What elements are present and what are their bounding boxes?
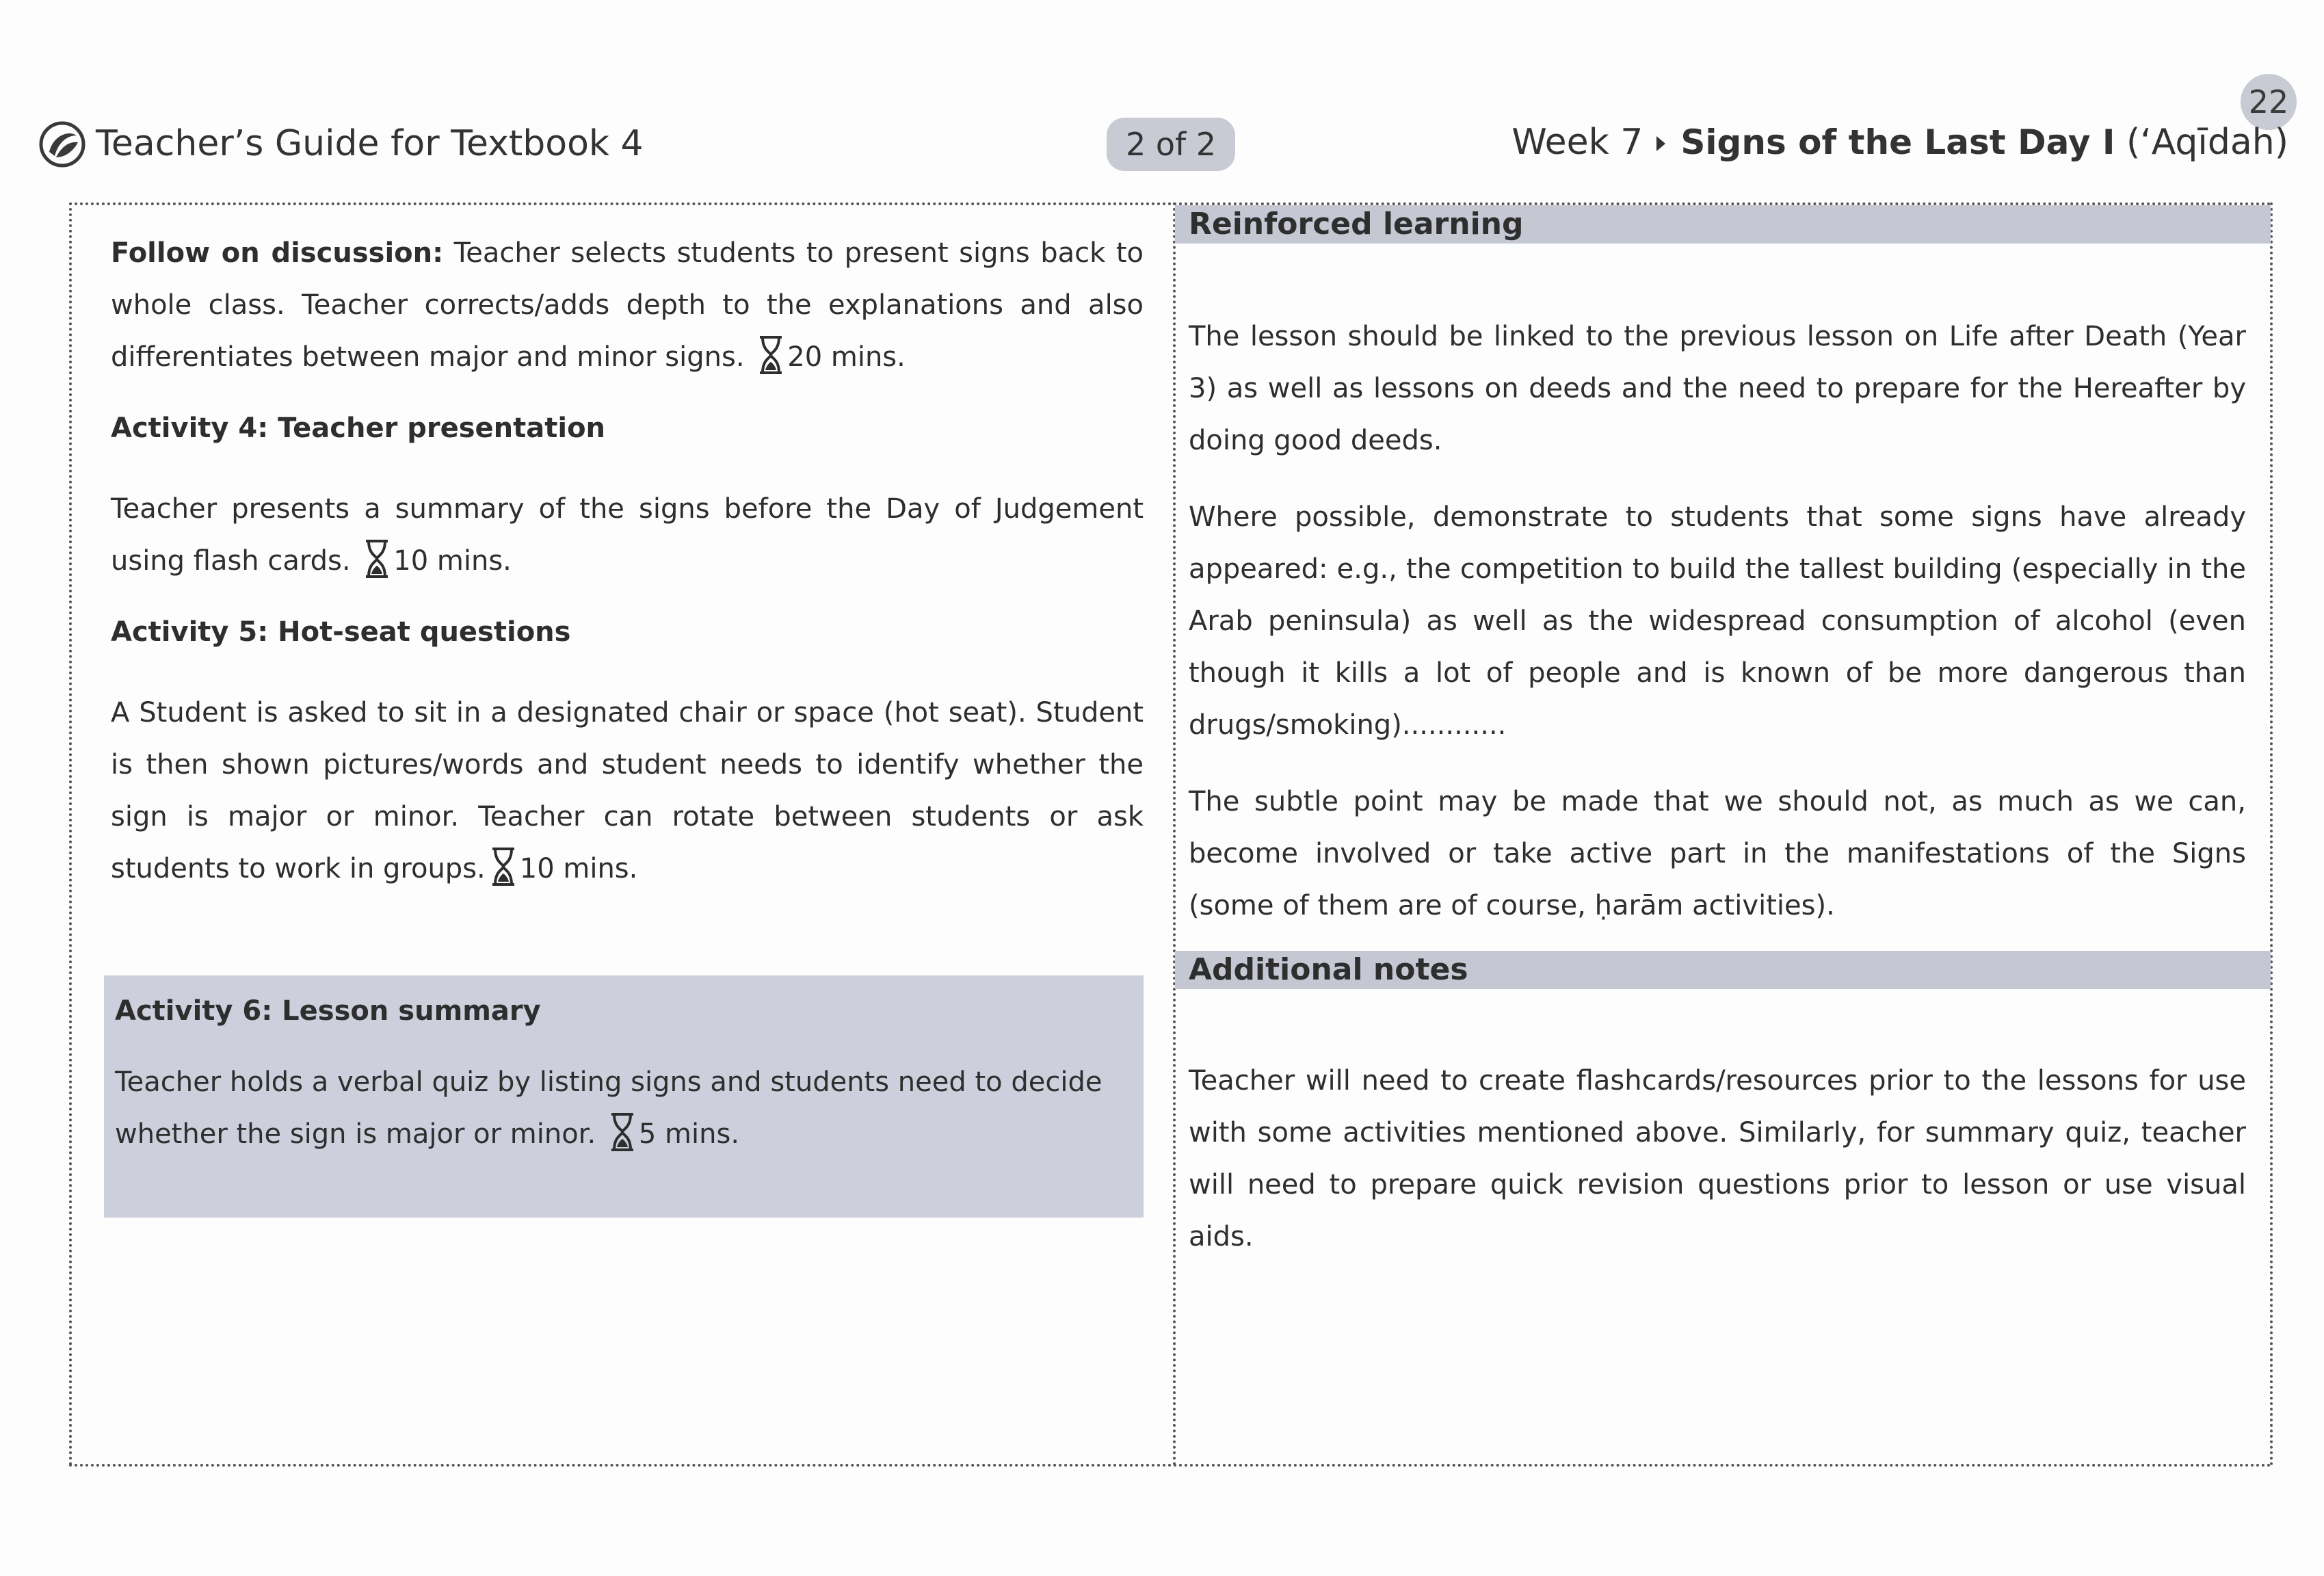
activity-4-text — [111, 483, 1144, 587]
reinforced-para-1: The lesson should be linked to the previous lesson on Life after Death (Year 3) as well as lessons on deeds and the need to prepare for the Hereafter by doing good deeds. — [1189, 321, 2246, 456]
breadcrumb-topic: Signs of the Last Day I — [1680, 122, 2115, 162]
breadcrumb — [1511, 122, 2288, 163]
hourglass-icon — [363, 538, 391, 579]
breadcrumb-week: Week 7 — [1511, 122, 1643, 163]
chevron-right-icon — [1656, 136, 1665, 151]
additional-notes-section — [1189, 1055, 2246, 1287]
activity-5-text — [111, 687, 1144, 895]
reinforced-learning-heading: Reinforced learning — [1175, 205, 2271, 244]
hourglass-icon — [490, 846, 517, 887]
page-indicator[interactable]: 2 of 2 — [1107, 118, 1235, 171]
activity-5-duration: 10 mins. — [519, 853, 638, 884]
activity-6-body: Teacher holds a verbal quiz by listing signs and students need to decide whether the sign is major or minor. — [115, 1066, 1102, 1150]
publisher-logo-icon — [38, 120, 86, 168]
follow-on-label: Follow on discussion: — [111, 237, 444, 269]
follow-on-text: Teacher selects students to present signs back to whole class. Teacher corrects/adds depth to the explanations and also differentiates between major and minor signs. — [111, 237, 1144, 373]
reinforced-para-2: Where possible, demonstrate to students that some signs have already appeared: e.g., the competition to build the tallest building (especially in the Arab peninsula) as well as the widespread consumption of alcohol (even though it kills a lot of people and is known of be more dangerous than drugs/smoking)............ — [1189, 501, 2246, 741]
column-divider — [1173, 202, 1176, 1467]
activity-6-text — [115, 1056, 1133, 1160]
activity-4-duration: 10 mins. — [393, 545, 512, 577]
activity-4-body: Teacher presents a summary of the signs before the Day of Judgement using flash cards. — [111, 493, 1144, 577]
hourglass-icon — [757, 334, 784, 376]
follow-on-discussion — [111, 227, 1144, 383]
guide-title: Teacher’s Guide for Textbook 4 — [96, 123, 644, 164]
lesson-summary-box — [104, 975, 1144, 1218]
page-header — [38, 118, 2288, 179]
reinforced-learning-section — [1189, 311, 2246, 956]
activity-5-body: A Student is asked to sit in a designated chair or space (hot seat). Student is then shown pictures/words and student needs to identify whether the sign is major or minor. Teacher can rotate between students or ask students to work in groups. — [111, 697, 1144, 884]
left-column — [111, 227, 1144, 919]
additional-notes-para: Teacher will need to create flashcards/resources prior to the lessons for use with some activities mentioned above. Similarly, for summary quiz, teacher will need to prepare quick revision questions prior to lesson or use visual aids. — [1189, 1065, 2246, 1252]
activity-6-duration: 5 mins. — [638, 1118, 740, 1150]
hourglass-icon — [609, 1112, 636, 1153]
activity-4-heading: Activity 4: Teacher presentation — [111, 412, 606, 444]
activity-6-heading: Activity 6: Lesson summary — [115, 995, 541, 1027]
reinforced-para-3: The subtle point may be made that we should not, as much as we can, become involved or take active part in the manifestations of the Signs (some of them are of course, ḥarām activities). — [1189, 786, 2246, 921]
breadcrumb-topic-suffix: (‘Aqīdah) — [2115, 122, 2288, 163]
follow-on-duration: 20 mins. — [787, 341, 906, 373]
additional-notes-heading: Additional notes — [1175, 951, 2271, 989]
activity-5-heading: Activity 5: Hot-seat questions — [111, 616, 571, 648]
page-number-badge: 22 — [2241, 74, 2297, 130]
